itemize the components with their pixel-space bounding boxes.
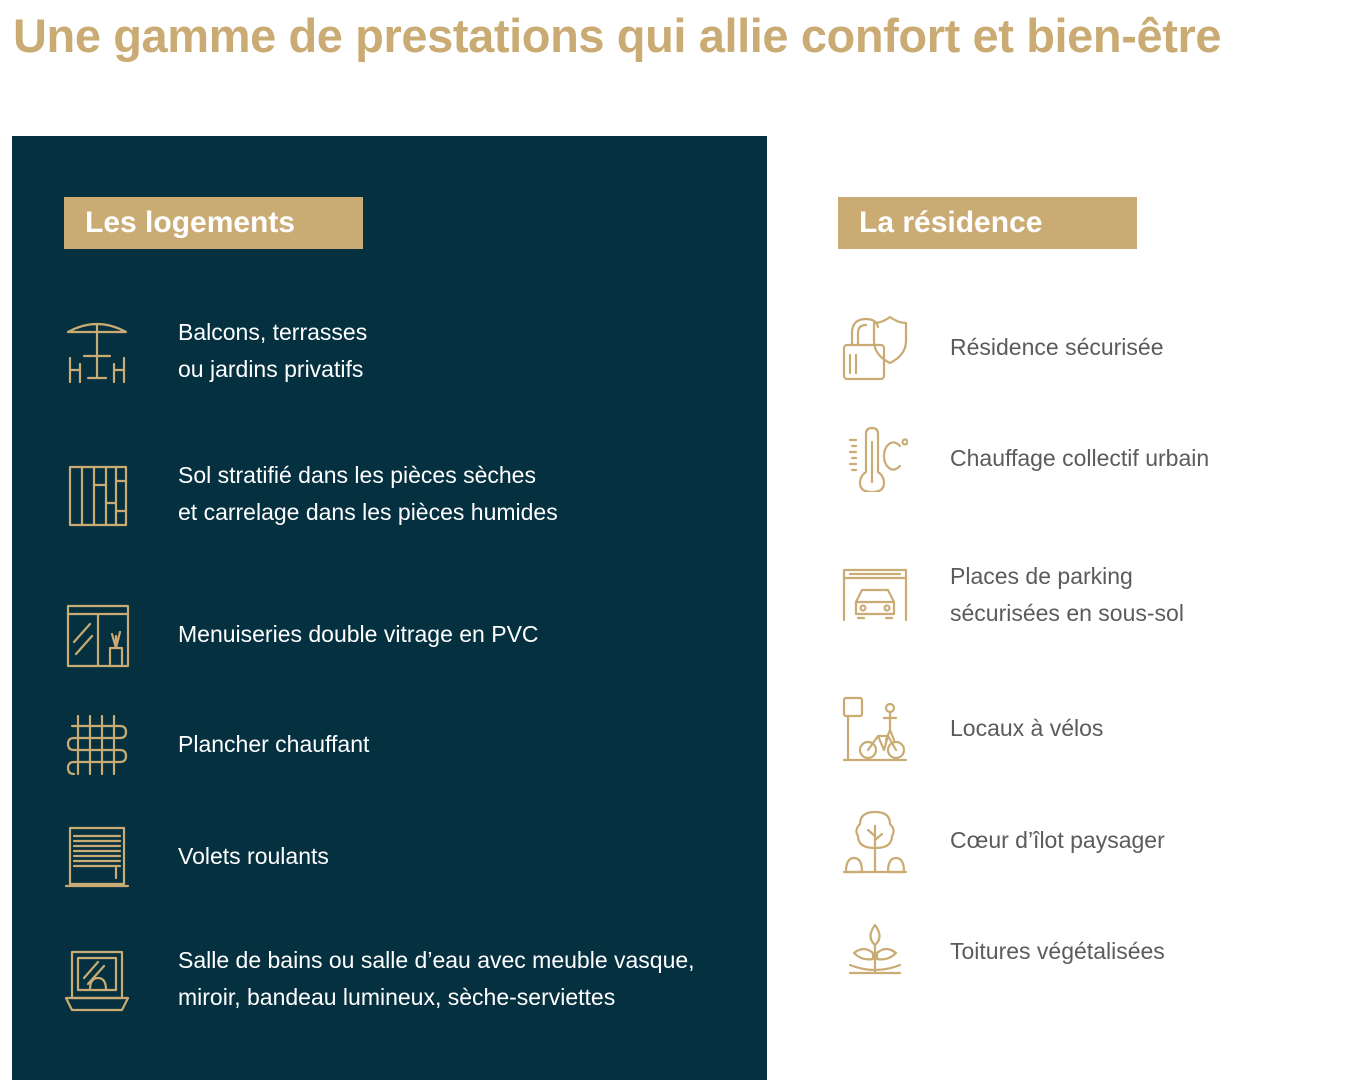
car-garage-icon — [842, 562, 908, 628]
residence-item-text: Chauffage collectif urbain — [950, 445, 1210, 471]
logements-item-plancher — [64, 712, 370, 778]
residence-label: La résidence — [838, 197, 1137, 249]
page-title: Une gamme de prestations qui allie confort et bien-être — [13, 9, 1222, 62]
residence-item-text: Cœur d’îlot paysager — [950, 827, 1165, 853]
bicycle-rider-sign-icon — [842, 696, 908, 762]
residence-item-text: Résidence sécurisée — [950, 334, 1164, 360]
tree-plants-icon — [842, 808, 908, 874]
logements-item-text: Volets roulants — [178, 843, 329, 869]
logements-item-menuiseries — [64, 602, 539, 668]
logements-label: Les logements — [64, 197, 363, 249]
window-plant-icon — [64, 602, 130, 668]
residence-item-coeur-ilot — [842, 808, 1165, 874]
roller-shutter-icon — [64, 824, 130, 890]
logements-item-salle-de-bains — [64, 947, 695, 1014]
floor-planks-icon — [64, 463, 130, 529]
residence-item-text: Locaux à vélos — [950, 715, 1104, 741]
padlock-shield-icon — [842, 315, 908, 381]
logements-panel — [12, 136, 767, 1080]
patio-umbrella-table-icon — [64, 318, 130, 384]
thermometer-celsius-icon — [842, 426, 908, 492]
residence-item-toitures — [842, 919, 1165, 985]
logements-item-balcons — [64, 318, 368, 384]
residence-item-velos — [842, 696, 1104, 762]
residence-item-securisee — [842, 315, 1164, 381]
bathroom-mirror-sink-icon — [64, 948, 130, 1014]
logements-item-volets — [64, 824, 329, 890]
residence-item-text: Places de parking sécurisées en sous-sol — [950, 563, 1184, 626]
logements-item-text: Sol stratifié dans les pièces sèches et carrelage dans les pièces humides — [178, 462, 558, 525]
logements-item-text: Plancher chauffant — [178, 731, 370, 757]
residence-item-chauffage — [842, 426, 1210, 492]
residence-item-text: Toitures végétalisées — [950, 938, 1165, 964]
heating-coil-grid-icon — [64, 712, 130, 778]
residence-item-parking — [842, 562, 1184, 628]
sprout-plant-icon — [842, 919, 908, 985]
logements-item-sol — [64, 462, 558, 529]
logements-item-text: Balcons, terrasses ou jardins privatifs — [178, 319, 368, 382]
logements-item-text: Salle de bains ou salle d’eau avec meuble vasque, miroir, bandeau lumineux, sèche-serviettes — [178, 947, 695, 1010]
logements-item-text: Menuiseries double vitrage en PVC — [178, 621, 539, 647]
